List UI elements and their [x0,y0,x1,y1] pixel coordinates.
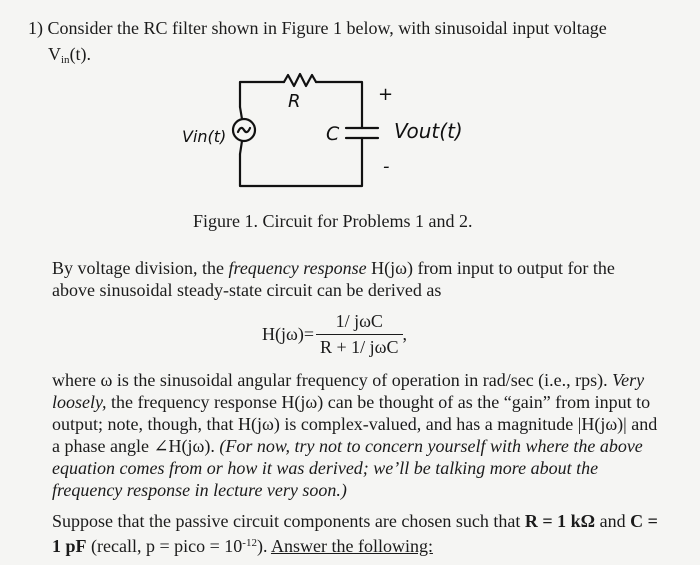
suppose-text-2: and [595,511,631,531]
vin-tail: (t). [69,44,92,64]
source-wire-top [240,107,242,119]
source-wire-bottom [240,141,242,154]
paragraph-voltage-division [52,257,662,301]
top-wire-left [240,82,284,107]
where-text-1: where ω is the sinusoidal angular frequency of operation in rad/sec (i.e., rps). [52,370,613,390]
output-label: Vout(t) [394,119,463,143]
vin-symbol: V [48,44,61,64]
top-wire-right [316,82,362,128]
resistor-value: R = 1 kΩ [524,511,596,531]
vin-subscript: in [61,54,70,66]
equation-numerator: 1/ jωC [335,311,383,331]
transfer-function-equation [262,311,407,358]
minus-sign: - [383,156,390,177]
division-italic: frequency response [228,258,367,278]
where-text-2: the frequency response H(jω) can be thought of as the “gain” from input to output; note, though, that H(jω) is complex-valued, and has a magnitude |H(jω)| and a phase angle ∠H(jω). [52,392,658,456]
suppose-text-4: ). [256,536,271,556]
resistor-zigzag [284,74,316,86]
pico-exponent: -12 [242,537,257,549]
where-italic-2: (For now, try not to concern yourself with where the above equation comes from or how it was derived; we’ll be talking more about the frequency response in lecture very soon.) [52,436,643,500]
equation-denominator: R + 1/ jωC [316,334,403,358]
equation-fraction [316,311,403,358]
right-wire-bottom [240,138,362,186]
division-text-1: By voltage division, the [52,258,229,278]
plus-sign: + [378,84,394,105]
capacitor-value: C = 1 pF [52,511,658,556]
rc-circuit-diagram [176,62,516,202]
equation-lhs: H(jω)= [262,324,314,344]
problem-intro: Consider the RC filter shown in Figure 1 below, with sinusoidal input voltage [47,18,607,38]
paragraph-suppose [52,510,662,557]
source-tilde [238,128,250,132]
suppose-text-1: Suppose that the passive circuit components are chosen such that [52,511,525,531]
problem-number: 1) [28,18,43,38]
source-label: Vin(t) [182,127,227,146]
figure-caption: Figure 1. Circuit for Problems 1 and 2. [193,211,473,231]
division-text-2: H(jω) from input to output for the above sinusoidal steady-state circuit can be derived as [52,258,615,300]
capacitor-label: C [326,123,340,145]
paragraph-where [52,369,662,501]
suppose-text-3: (recall, p = pico = 10 [86,536,243,556]
equation-tail: , [402,324,408,344]
answer-following: Answer the following: [270,536,433,556]
resistor-label: R [288,91,301,112]
where-italic-1: Very loosely, [52,370,645,412]
